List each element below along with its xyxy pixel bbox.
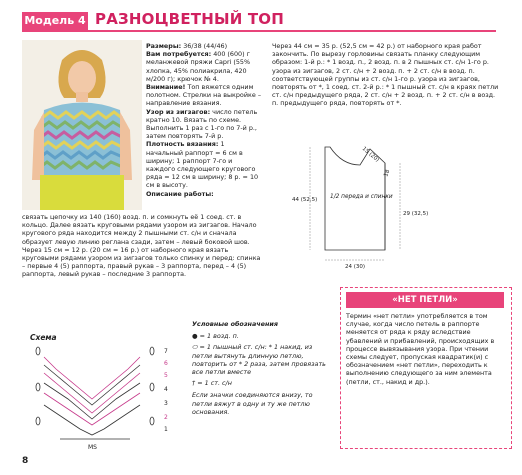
info-box-title: «НЕТ ПЕТЛИ» (346, 292, 504, 308)
sizes-label: Размеры: (146, 42, 182, 50)
attention-text: Топ вяжется одним полотном. Стрелки на выкройке – направление вязания. (146, 83, 262, 108)
model-badge: Модель 4 (22, 12, 88, 30)
dim-side: 29 (32,5) (403, 211, 429, 217)
description-text: связать цепочку из 140 (160) возд. п. и сомкнуть её 1 соед. ст. в кольцо. Далее вязать круговыми рядами узором из зигзагов. Начало кругового ряда находится между 2 пышными ст. с/н и сначала образует левую линию реглана сзади, затем – левый боковой шов. Через 15 см = 12 р. (20 см = 16 р.) от наборного края вязать круговыми рядами узором из зигзагов только спинку и перед: спинка – первые 4 (5) раппорта, правый рукав – 3 раппорта, перед – 4 (5) раппорта, левый рукав – последние 3 раппорта. (22, 213, 261, 279)
pattern-diagram (280, 135, 505, 270)
pattern-label: 1/2 переда и спинки (330, 194, 393, 200)
gauge-label: Плотность вязания: (146, 140, 219, 149)
row-4: 4 (164, 386, 168, 393)
sizes-text: 36/38 (44/46) (181, 42, 228, 50)
row-1: 1 (164, 426, 168, 433)
dim-raglan: 18 (383, 169, 392, 178)
row-5: 5 (164, 372, 168, 379)
row-7: 7 (164, 348, 168, 355)
row-6: 6 (164, 360, 168, 367)
dim-height: 44 (52,5) (292, 197, 318, 203)
instructions-text: Через 44 см = 35 р. (52,5 см = 42 р.) от наборного края работ закончить. По вырезу горловины связать планку следующим образом: 1-й р.: * 1 возд. п., 2 возд. п. в 2 пышных ст. с/н 1-го р. узора из зигзагов, 2 ст. с/н + 2 возд. п. + 2 ст. с/н в возд. п. соответствующей группы из ст. с/н 1-го р. узора из зигзагов, повторять от *, 1 соед. ст. 2-й р.: * 1 пышный ст. с/н в краях петли ст. с/н предыдущего ряда, 2 ст. с/н + 2 возд. п. + 2 ст. с/н в возд. п. предыдущего ряда, повторять от *. (272, 42, 499, 108)
dim-neck: 15 (20) (360, 145, 380, 164)
dim-width: 24 (30) (345, 264, 366, 270)
puff-stitch-icon: ⬭ (192, 343, 198, 352)
chain-icon: ● (192, 332, 198, 341)
row-3: 3 (164, 400, 168, 407)
page-title: РАЗНОЦВЕТНЫЙ ТОП (95, 10, 285, 28)
zigzag-label: Узор из зигзагов: (146, 107, 211, 116)
materials-label: Вам потребуется: (146, 50, 212, 59)
legend-item-chain: = 1 возд. п. (199, 332, 239, 341)
gauge-text: 1 начальный раппорт = 6 см в ширину; 1 раппорт 7-го и каждого следующего кругового ряда = 12 см в ширину; 8 р. = 10 см в высоту. (146, 140, 259, 190)
materials-block (146, 42, 262, 198)
legend-note: Если значки соединяются внизу, то петли вяжут в одну и ту же петлю основания. (192, 391, 313, 416)
page-number: 8 (22, 456, 29, 466)
attention-label: Внимание! (146, 83, 186, 92)
materials-text: 400 (600) г меланжевой пряжи Capri (55% хлопка, 45% полиакрила, 420 м/200 г); крючок № 4. (146, 50, 251, 83)
legend-item-puff: = 1 пышный ст. с/н: * 1 накид, из петли вытянуть длинную петлю, повторить от * 2 раза, затем провязать все петли вместе (192, 343, 326, 377)
model-photo (22, 40, 142, 210)
double-crochet-icon: † (192, 379, 196, 388)
crochet-scheme (30, 343, 190, 451)
header-divider (22, 30, 496, 32)
info-box-text: Термин «нет петли» употребляется в том случае, когда число петель в раппорте меняется от ряда к ряду вследствие убавлений и прибавлений, происходящих в процессе вывязывания узора. При чтении схемы следует, пропуская квадратик(и) с обозначением «нет петли», переходить к выполнению следующего за ним элемента (петли, ст., накид и др.). (346, 312, 495, 386)
ms-label: MS (88, 444, 97, 451)
row-2: 2 (164, 414, 168, 421)
legend-title: Условные обозначения (192, 320, 278, 328)
scheme-title: Схема (30, 333, 57, 342)
description-label: Описание работы: (146, 189, 214, 198)
zigzag-text: число петель кратно 10. Вязать по схеме. Выполнить 1 раз с 1-го по 7-й р., затем повторять 7-й р. (146, 107, 258, 141)
legend-item-dc: = 1 ст. с/н (197, 379, 232, 388)
legend-block (192, 320, 334, 416)
